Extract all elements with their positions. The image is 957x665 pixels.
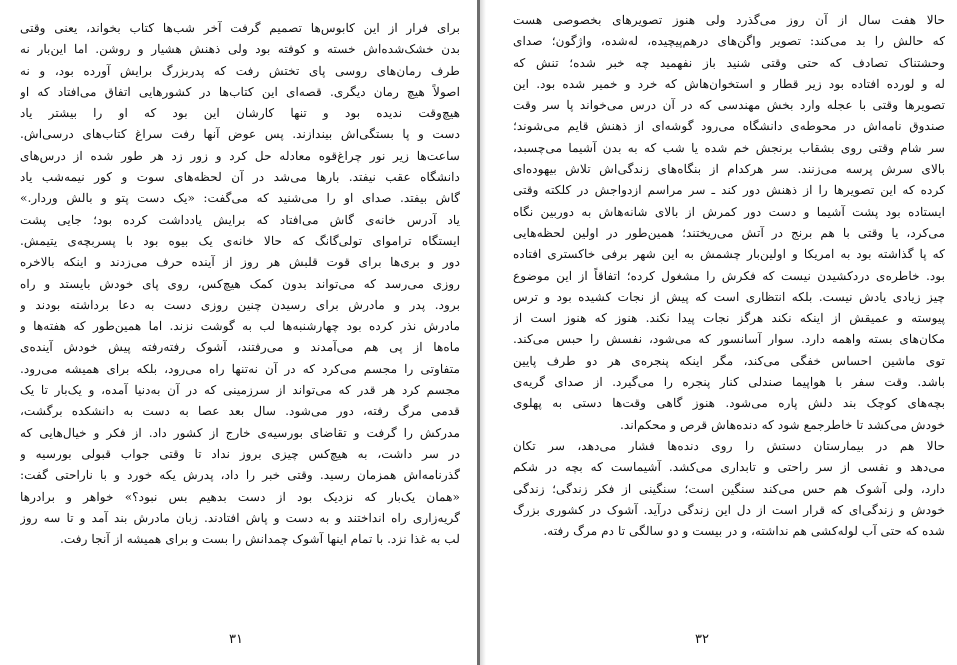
text-line: کرده که این تصویرها را از ذهنش دور کند ـ سر مراسم ازدواجش در کلکته وقتی [513, 183, 945, 198]
text-line: خودش و زندگی‌ای که قرار است از دل این زندگی درآید. آشوک در کشوری بزرگ [513, 502, 945, 517]
text-line: که پا گذاشته بود به امریکا و اولین‌بار چشمش به این شهر برفی خاکستری افتاده [513, 247, 945, 262]
text-line: دانشگاه عقب نیفتد. بارها می‌شد در آن لحظه‌های سوت و کور نیمه‌شب یاد [20, 170, 460, 185]
text-line: اصولاً هیچ رمان دیگری. قصه‌ای این کتاب‌ها در کشورهایی اتفاق می‌افتاد که او [20, 84, 460, 99]
text-line: مادرش نذر کرده بود چهارشنبه‌ها لب به گوشت نزند. اما همین‌طور که هفته‌ها و [20, 319, 460, 334]
text-line: حالا هم در بیمارستان دستش را روی دنده‌ها فشار می‌دهد، سر تکان [513, 438, 945, 453]
text-line: دارد، ولی آشوک هم حس می‌کند سنگین است؛ سنگینی از فکر زندگی؛ زندگی [513, 481, 945, 496]
text-line: ماه‌ها از پی هم می‌آمدند و می‌رفتند، آشوک رفته‌رفته پیش خودش آینده‌ی [20, 340, 460, 355]
text-line: تصویرها وقتی با عجله وارد بخش مهندسی که در آن درس می‌خواند پا سر وقت [513, 98, 945, 113]
text-line: قدمی مرگ رفته، دور می‌شود. سال بعد عصا به دست به دانشکده برگشت، [20, 404, 460, 419]
text-line: ایستاده بود پشت آشیما و دست دور کمرش از بالای شانه‌هاش به دوربین نگاه [513, 204, 945, 219]
text-line: له و لورده افتاده بود زیر قطار و استخوان‌هاش که خرد و خمیر شده بود. این [513, 76, 945, 91]
text-line: «همان یک‌بار که نزدیک بود از دست بدهیم بس نبود؟» خواهر و برادرها [20, 489, 460, 504]
text-line: مدرکش را گرفت و تقاضای بورسیه‌ی خارج از کشور داد. از فکر و خیال‌هایی که [20, 425, 460, 440]
text-line: شده که حتی آب لوله‌کشی هم نداشته، و در بیست و دو سالگی تا دم مرگ رفته. [543, 524, 945, 539]
text-line: برای فرار از این کابوس‌ها تصمیم گرفت آخر شب‌ها کتاب بخواند، یعنی وقتی [20, 21, 460, 35]
text-line: خودش می‌کشد تا خاطرجمع شود که دنده‌هاش قرص و محکم‌اند. [620, 417, 945, 432]
text-line: مکان‌های بسته واهمه دارد. سوار آسانسور که می‌شود، نفسش را حبس می‌کند. [513, 332, 945, 347]
text-line: صندوق نامه‌اش در محوطه‌ی دانشگاه می‌رود گوشه‌ای از ذهنش قایم می‌شوند؛ [513, 119, 945, 134]
right-page [486, 0, 957, 665]
text-line: سر شام وقتی روی بشقاب برنجش خم شده یا شب که به بدن آشیما می‌چسبد، [513, 140, 945, 155]
text-line: پیوسته و عمیقش از اینکه نکند هرگز نجات پیدا نکند. هنوز که هنوز است از [513, 311, 945, 326]
text-line: روزی می‌رسد که می‌تواند بدون کمک هیچ‌کس، روی پای خودش بایستد و راه [20, 276, 460, 291]
text-line: باشد. وقت سفر با هواپیما صندلی کنار پنجره را می‌گیرد. از صدای گریه‌ی [513, 375, 945, 390]
text-line: متفاوتی را مجسم می‌کرد که در آن نه‌تنها راه می‌رود، بلکه برای همیشه می‌رود. [20, 361, 460, 376]
left-page-text [20, 18, 460, 550]
text-line: طرف رمان‌های روسی پای تختش رفت که پدربزرگ برایش آورده بود، و نه [20, 63, 460, 78]
text-line: بود. خاطره‌ی دردکشیدن نیست که فکرش را مشغول کرده؛ اتفاقاً از این موضوع [513, 268, 945, 283]
text-line: هیچ‌وقت ندیده بود و تنها کارشان این بود که او را بیشتر یاد [20, 106, 460, 121]
text-line: ساعت‌ها زیر نور چراغ‌قوه معادله حل کرد و زور زد هر طور شده از درس‌های [20, 148, 460, 163]
text-line: بچه‌های کوچک بند دلش پاره می‌شود. هنوز گاهی وقت‌ها دستی به پهلوی [513, 396, 945, 411]
text-line: گذرنامه‌اش همزمان رسید. وقتی خبر را داد، پدرش یکه خورد و با ناراحتی گفت: [20, 468, 460, 483]
text-line: می‌دهد و نفسی از سر راحتی و تابداری می‌کشد. آشیماست که بچه در شکم [513, 460, 945, 475]
right-page-number: ۳۲ [695, 632, 709, 647]
text-line: وحشتناک تصادف که حتی وقتی شنید باز نفهمید چه خبر شده؛ تنش که [513, 55, 945, 70]
text-line: که حالش را بد می‌کند: تصویر واگن‌های درهم‌پیچیده، له‌شده، واژگون؛ صدای [513, 34, 945, 49]
text-line: توی ماشین احساس خفگی می‌کند، مگر اینکه پنجره‌ی هر دو طرف پایین [513, 353, 945, 368]
text-line: دست و پا بستگی‌اش بیندازند. پس عوض آنها رفت سراغ کتاب‌های درسی‌اش. [20, 127, 460, 142]
text-line: یاد آدرس خانه‌ی گاش می‌افتاد که برایش یادداشت کرده بود؛ جایی پشت [20, 212, 460, 227]
text-line: حالا هفت سال از آن روز می‌گذرد ولی هنوز تصویرهای بخصوصی هست [513, 13, 945, 27]
text-line: لب به غذا نزد. با تمام اینها آشوک چمدانش را بست و برای همیشه از آنجا رفت. [59, 532, 460, 547]
left-page-number: ۳۱ [229, 632, 243, 647]
text-line: مجسم کرد هر قدر که می‌تواند از سرزمینی که در آن به‌دنیا آمده، و یک‌بار تا یک [20, 383, 460, 398]
text-line: بالای سرش پرسه می‌زنند. سر هرکدام از بنگاه‌های زندگی‌اش تلاش بیهوده‌ای [513, 162, 945, 177]
text-line: چیز زیادی یادش نیست. بلکه انتظاری است که پیش از نجات کشیده بود و ترس [513, 289, 945, 304]
text-line: ایستگاه تراموای تولی‌گانگ که حالا خانه‌ی یک بیوه بود با پسربچه‌ی یتیمش. [20, 233, 460, 248]
text-line: در سر داشت، به هیچ‌کس چیزی بروز نداد تا وقتی جواب قبولی بورسیه و [20, 446, 460, 461]
text-line: گریه‌زاری راه انداختند و به دست و پاش افتادند. زبان مادرش بند آمد و تا سه روز [20, 510, 460, 525]
text-line: گاش بیفتد. صدای او را می‌شنید که می‌گفت: «یک دست پتو و بالش وردار.» [20, 191, 460, 206]
right-page-text [513, 10, 945, 542]
text-line: می‌کرد، یا وقتی با هم برنج در آتش می‌ریختند؛ همین‌طور در اولین لحظه‌هایی [513, 225, 945, 240]
text-line: دور و بری‌ها برای قوت قلبش هر روز از آینده حرف می‌زدند و اینکه بالاخره [20, 255, 460, 270]
text-line: بدن خشک‌شده‌اش خسته و کوفته بود ولی ذهنش هشیار و روشن. اما این‌بار نه [20, 42, 460, 57]
left-page [0, 0, 477, 665]
text-line: برود. پدر و مادرش برای رسیدن چنین روزی دست به دعا برداشته بودند و [20, 297, 460, 312]
